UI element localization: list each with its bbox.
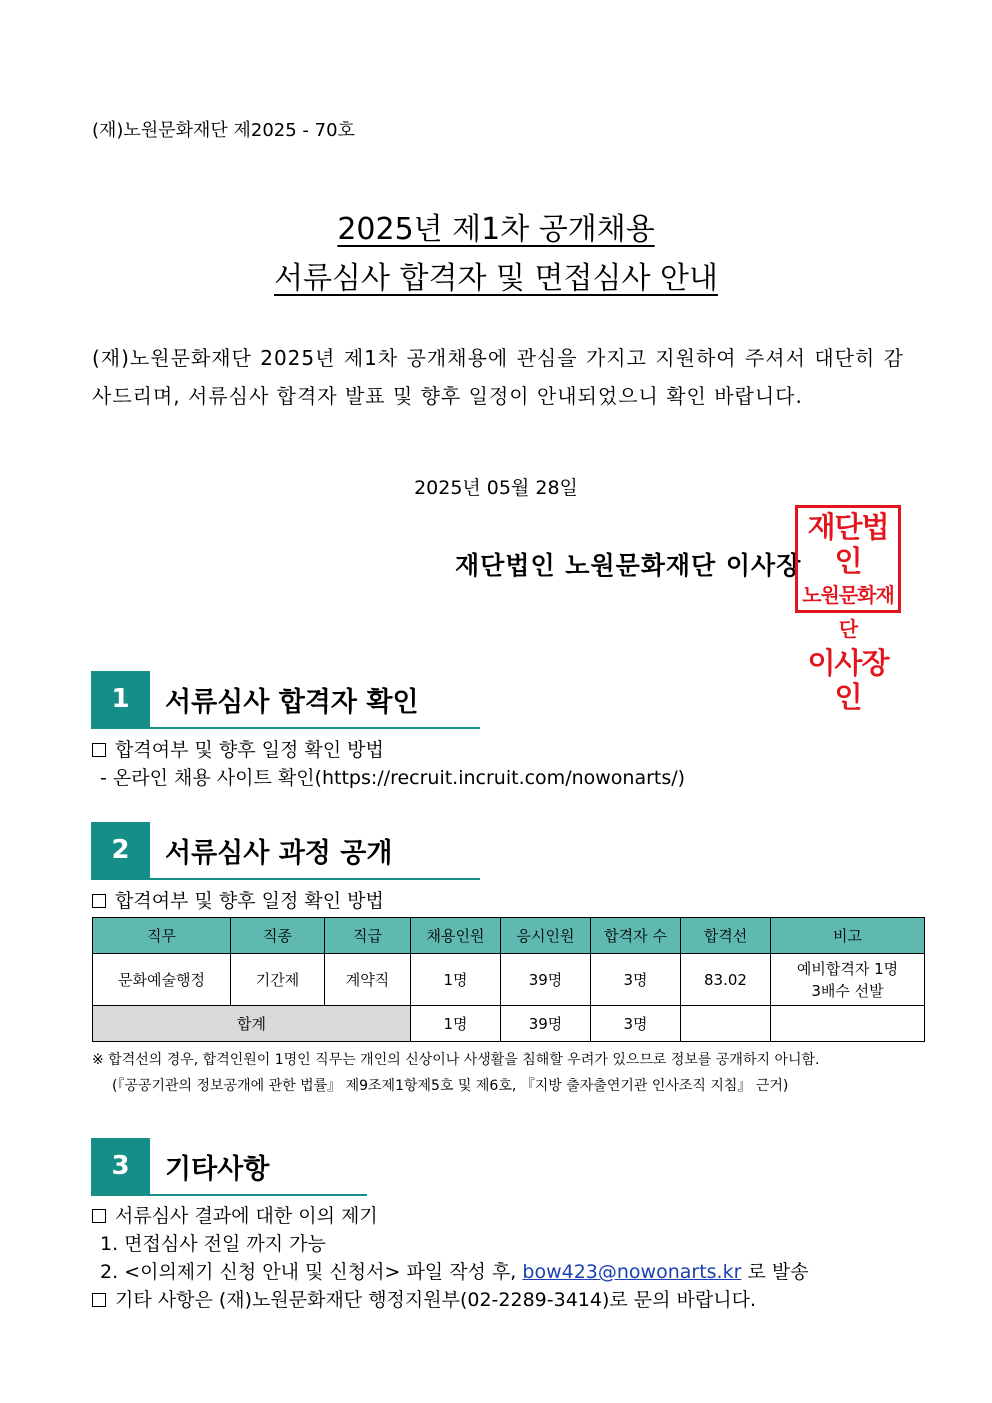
- cell-note-line-2: 3배수 선발: [811, 981, 884, 1000]
- section-3-title: 기타사항: [165, 1154, 270, 1185]
- screening-result-table: [92, 917, 925, 1042]
- cell-total-applicants: 39명: [501, 1006, 591, 1042]
- document-number: (재)노원문화재단 제2025 - 70호: [92, 120, 355, 141]
- cell-total-cutoff: [681, 1006, 771, 1042]
- section-3-item: [92, 1201, 378, 1228]
- column-header: 채용인원: [411, 918, 501, 954]
- recruit-site-line: - 온라인 채용 사이트 확인(https://recruit.incruit.com/nowonarts/): [100, 767, 686, 789]
- table-footnote-1: ※ 합격선의 경우, 합격인원이 1명인 직무는 개인의 신상이나 사생활을 침해할 우려가 있으므로 정보를 공개하지 아니함.: [92, 1052, 820, 1068]
- section-2-underline: [91, 878, 480, 880]
- section-3-number: 3: [91, 1138, 150, 1194]
- seal-line-2: 노원문화재단: [802, 583, 894, 641]
- cell-cutoff: 83.02: [681, 954, 771, 1006]
- section-3-contact-item: [92, 1285, 756, 1312]
- official-seal-stamp: [795, 505, 901, 714]
- checkbox-square-icon: [92, 1209, 106, 1223]
- table-total-row: [93, 1006, 925, 1042]
- title-line-1: [0, 204, 992, 248]
- cell-grade: 계약직: [325, 954, 411, 1006]
- title-line-2: [0, 253, 992, 297]
- objection-submit-text: 2. <이의제기 신청 안내 및 신청서> 파일 작성 후,: [100, 1261, 517, 1283]
- intro-paragraph: (재)노원문화재단 2025년 제1차 공개채용에 관심을 가지고 지원하여 주셔서 대단히 감사드리며, 서류심사 합격자 발표 및 향후 일정이 안내되었으니 확인 바랍니다.: [92, 346, 904, 408]
- title-line-1-text: 2025년 제1차 공개채용: [337, 212, 655, 247]
- seal-line-1: 재단법인: [807, 510, 889, 578]
- section-1-item-text: 합격여부 및 향후 일정 확인 방법: [115, 739, 384, 761]
- cell-total-label: 합계: [93, 1006, 411, 1042]
- table-footnote-2: (『공공기관의 정보공개에 관한 법률』 제9조제1항제5호 및 제6호, 『지방 출자출연기관 인사조직 지침』 근거): [112, 1078, 789, 1094]
- email-link[interactable]: bow423@nowonarts.kr: [522, 1261, 742, 1283]
- section-2-number: 2: [91, 822, 150, 878]
- column-header: 합격자 수: [591, 918, 681, 954]
- objection-deadline-line: 1. 면접심사 전일 까지 가능: [100, 1233, 326, 1255]
- cell-total-hires: 1명: [411, 1006, 501, 1042]
- section-1-number: 1: [91, 671, 150, 727]
- column-header: 비고: [771, 918, 925, 954]
- signer-name: 재단법인 노원문화재단 이사장: [455, 551, 802, 580]
- cell-total-passed: 3명: [591, 1006, 681, 1042]
- seal-line-3: 이사장인: [807, 646, 889, 714]
- column-header: 직종: [231, 918, 325, 954]
- section-1-item: [92, 735, 384, 762]
- table-row: [93, 954, 925, 1006]
- section-1-title: 서류심사 합격자 확인: [165, 687, 419, 718]
- table-header-row: [93, 918, 925, 954]
- section-3-contact-text: 기타 사항은 (재)노원문화재단 행정지원부(02-2289-3414)로 문의 바랍니다.: [115, 1289, 756, 1311]
- column-header: 직무: [93, 918, 231, 954]
- section-2-title: 서류심사 과정 공개: [165, 838, 393, 869]
- section-2-item-text: 합격여부 및 향후 일정 확인 방법: [115, 890, 384, 912]
- column-header: 응시인원: [501, 918, 591, 954]
- issue-date: 2025년 05월 28일: [414, 477, 578, 499]
- checkbox-square-icon: [92, 743, 106, 757]
- column-header: 직급: [325, 918, 411, 954]
- objection-submit-suffix: 로 발송: [747, 1261, 809, 1283]
- section-2-item: [92, 886, 384, 913]
- section-1-underline: [91, 727, 480, 729]
- cell-applicants: 39명: [501, 954, 591, 1006]
- cell-job: 문화예술행정: [93, 954, 231, 1006]
- checkbox-square-icon: [92, 1293, 106, 1307]
- objection-submit-line: [100, 1257, 809, 1284]
- cell-passed: 3명: [591, 954, 681, 1006]
- title-line-2-text: 서류심사 합격자 및 면접심사 안내: [274, 261, 718, 296]
- cell-note-line-1: 예비합격자 1명: [796, 959, 899, 978]
- cell-type: 기간제: [231, 954, 325, 1006]
- cell-note: [771, 954, 925, 1006]
- section-3-underline: [91, 1194, 367, 1196]
- cell-total-note: [771, 1006, 925, 1042]
- cell-hires: 1명: [411, 954, 501, 1006]
- column-header: 합격선: [681, 918, 771, 954]
- checkbox-square-icon: [92, 894, 106, 908]
- section-3-item-text: 서류심사 결과에 대한 이의 제기: [115, 1205, 378, 1227]
